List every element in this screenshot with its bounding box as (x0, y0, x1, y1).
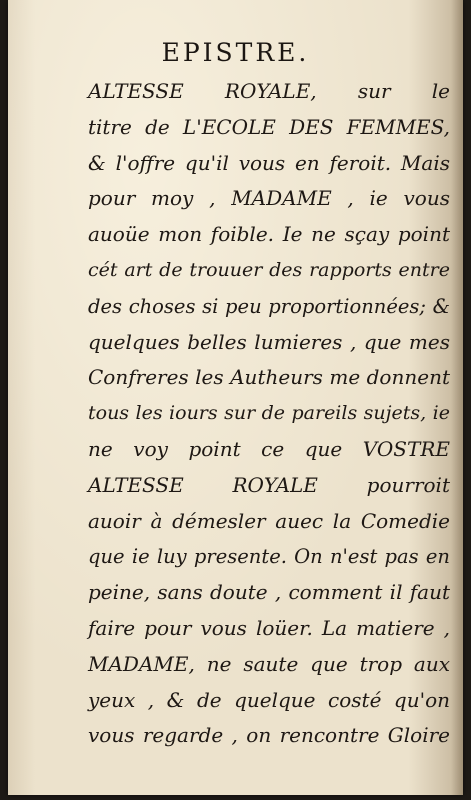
page-heading: EPISTRE. (161, 38, 310, 67)
text-line: Confreres les Autheurs me donnent (88, 365, 450, 390)
text-line: peine, sans doute , comment il faut (88, 580, 450, 605)
text-line: MADAME, ne saute que trop aux (88, 651, 450, 676)
text-line: yeux , & de quelque costé qu'on (88, 687, 450, 712)
text-line: ALTESSE ROYALE pourroit (88, 472, 450, 497)
text-line: titre de L'ECOLE DES FEMMES, (88, 114, 450, 139)
text-line: faire pour vous loüer. La matiere , (88, 615, 450, 640)
text-line: vous regarde , on rencontre Gloire (88, 723, 450, 748)
text-line: cét art de trouuer des rapports entre (88, 258, 450, 281)
page-gutter-shadow (451, 0, 463, 795)
text-line: auoir à démesler auec la Comedie (88, 508, 450, 533)
body-text (88, 74, 450, 754)
text-line: pour moy , MADAME , ie vous (88, 186, 450, 211)
text-line: & l'offre qu'il vous en feroit. Mais (88, 150, 450, 175)
text-line: tous les iours sur de pareils sujets, ie (88, 402, 450, 425)
text-line: ne voy point ce que VOSTRE (88, 436, 450, 461)
text-line: quelques belles lumieres , que mes (88, 329, 450, 354)
text-line: que ie luy presente. On n'est pas en (88, 545, 450, 569)
book-page (8, 0, 463, 795)
text-line: auoüe mon foible. Ie ne sçay point (88, 222, 450, 247)
text-line: des choses si peu proportionnées; & (88, 294, 450, 318)
text-line: ALTESSE ROYALE, sur le (88, 79, 450, 103)
